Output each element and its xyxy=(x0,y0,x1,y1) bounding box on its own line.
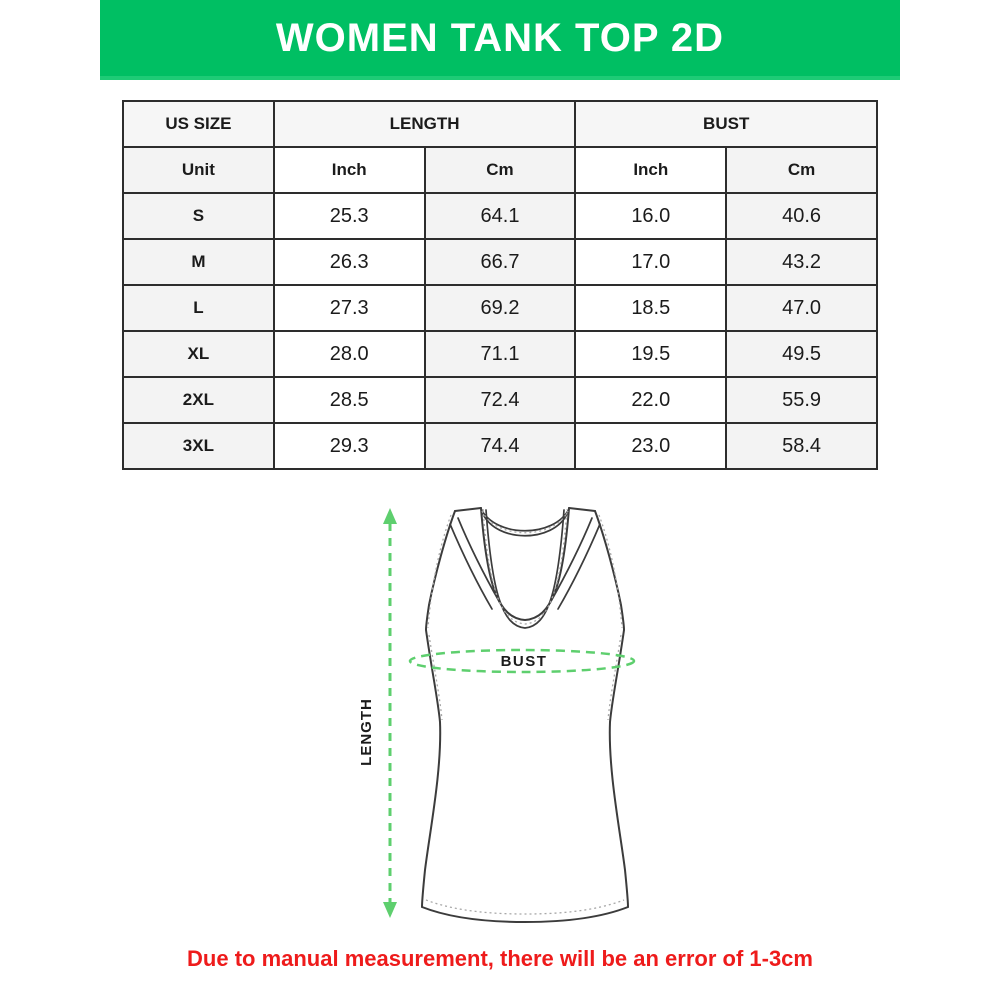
table-group-header-row xyxy=(123,101,877,147)
bust-cm-value: 58.4 xyxy=(726,423,877,469)
size-label: M xyxy=(123,239,274,285)
size-chart-table xyxy=(122,100,878,470)
length-cm-value: 74.4 xyxy=(425,423,576,469)
bust-inch-value: 18.5 xyxy=(575,285,726,331)
title-banner xyxy=(100,0,900,80)
length-inch-value: 26.3 xyxy=(274,239,425,285)
length-cm-value: 64.1 xyxy=(425,193,576,239)
bust-inch-value: 17.0 xyxy=(575,239,726,285)
bust-inch-header: Inch xyxy=(575,147,726,193)
length-cm-value: 72.4 xyxy=(425,377,576,423)
tank-top-diagram xyxy=(335,483,715,945)
bust-label: BUST xyxy=(500,653,548,670)
bust-inch-value: 22.0 xyxy=(575,377,726,423)
table-row xyxy=(123,331,877,377)
length-inch-value: 29.3 xyxy=(274,423,425,469)
bust-cm-value: 43.2 xyxy=(726,239,877,285)
size-chart-table-container xyxy=(122,100,878,470)
size-label: XL xyxy=(123,331,274,377)
length-cm-value: 66.7 xyxy=(425,239,576,285)
table-row xyxy=(123,239,877,285)
length-cm-header: Cm xyxy=(425,147,576,193)
table-unit-row xyxy=(123,147,877,193)
length-inch-value: 27.3 xyxy=(274,285,425,331)
table-row xyxy=(123,423,877,469)
bust-inch-value: 23.0 xyxy=(575,423,726,469)
col-header-bust: BUST xyxy=(575,101,877,147)
length-inch-value: 28.5 xyxy=(274,377,425,423)
bust-cm-value: 49.5 xyxy=(726,331,877,377)
length-cm-value: 69.2 xyxy=(425,285,576,331)
page-title: WOMEN TANK TOP 2D xyxy=(275,15,725,60)
length-cm-value: 71.1 xyxy=(425,331,576,377)
table-row xyxy=(123,193,877,239)
length-arrow xyxy=(383,508,397,918)
col-header-us-size: US SIZE xyxy=(123,101,274,147)
size-label: 2XL xyxy=(123,377,274,423)
bust-cm-header: Cm xyxy=(726,147,877,193)
size-label: 3XL xyxy=(123,423,274,469)
bust-cm-value: 47.0 xyxy=(726,285,877,331)
measurement-error-note: Due to manual measurement, there will be an error of 1-3cm xyxy=(187,946,813,971)
size-label: S xyxy=(123,193,274,239)
col-header-length: LENGTH xyxy=(274,101,576,147)
length-label: LENGTH xyxy=(358,698,375,766)
bust-cm-value: 55.9 xyxy=(726,377,877,423)
table-row xyxy=(123,377,877,423)
table-row xyxy=(123,285,877,331)
length-inch-value: 25.3 xyxy=(274,193,425,239)
stitch-lines xyxy=(426,509,624,914)
size-label: L xyxy=(123,285,274,331)
length-inch-header: Inch xyxy=(274,147,425,193)
unit-header: Unit xyxy=(123,147,274,193)
bust-inch-value: 19.5 xyxy=(575,331,726,377)
tank-top-drawing xyxy=(422,508,628,922)
length-inch-value: 28.0 xyxy=(274,331,425,377)
bust-cm-value: 40.6 xyxy=(726,193,877,239)
bust-inch-value: 16.0 xyxy=(575,193,726,239)
